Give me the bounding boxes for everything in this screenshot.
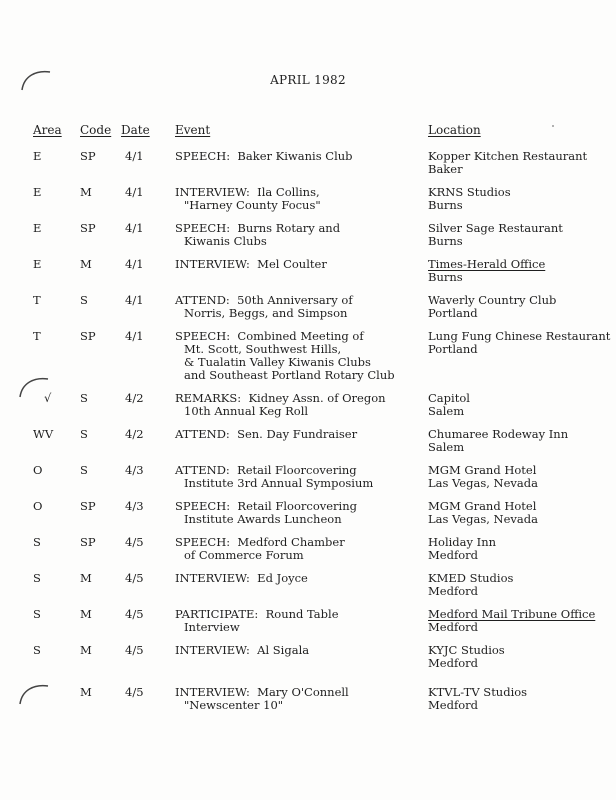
row-date: 4/5: [125, 535, 144, 549]
location-line: Waverly Country Club: [428, 293, 557, 307]
location-line: Holiday Inn: [428, 535, 497, 549]
event-line: and Southeast Portland Rotary Club: [184, 368, 395, 382]
row-area: WV: [33, 427, 54, 441]
row-date: 4/1: [125, 149, 144, 163]
row-location: [428, 608, 595, 634]
row-event: [175, 150, 353, 163]
row-event: [175, 428, 357, 441]
location-line: Medford Mail Tribune Office: [428, 607, 596, 621]
event-line: INTERVIEW: Al Sigala: [175, 643, 310, 657]
header-location: Location: [428, 123, 481, 137]
row-event: [175, 464, 373, 490]
location-line: Chumaree Rodeway Inn: [428, 427, 569, 441]
row-code: S: [80, 427, 88, 441]
location-line: KRNS Studios: [428, 185, 511, 199]
row-date: 4/3: [125, 499, 144, 513]
row-location: [428, 330, 610, 356]
row-code: M: [80, 257, 92, 271]
row-date: 4/1: [125, 257, 144, 271]
row-area: S: [33, 607, 41, 621]
event-line: Institute 3rd Annual Symposium: [184, 476, 374, 490]
row-location: [428, 464, 538, 490]
event-line: Institute Awards Luncheon: [184, 512, 342, 526]
row-date: 4/3: [125, 463, 144, 477]
row-date: 4/5: [125, 607, 144, 621]
event-line: PARTICIPATE: Round Table: [175, 607, 339, 621]
row-date: 4/1: [125, 221, 144, 235]
location-line: Baker: [428, 162, 463, 176]
location-line: Times-Herald Office: [428, 257, 546, 271]
row-date: 4/1: [125, 293, 144, 307]
row-area: T: [33, 293, 41, 307]
row-event: [175, 608, 339, 634]
row-area: √: [44, 391, 52, 405]
event-line: & Tualatin Valley Kiwanis Clubs: [184, 355, 371, 369]
event-line: Kiwanis Clubs: [184, 234, 267, 248]
location-line: KMED Studios: [428, 571, 514, 585]
location-line: Burns: [428, 198, 463, 212]
event-line: INTERVIEW: Ila Collins,: [175, 185, 320, 199]
event-line: INTERVIEW: Ed Joyce: [175, 571, 308, 585]
location-line: Medford: [428, 656, 478, 670]
row-date: 4/2: [125, 391, 144, 405]
location-line: KYJC Studios: [428, 643, 505, 657]
row-code: S: [80, 293, 88, 307]
location-line: Salem: [428, 404, 465, 418]
row-area: E: [33, 221, 42, 235]
stray-mark: [552, 125, 554, 127]
row-code: SP: [80, 329, 96, 343]
location-line: Silver Sage Restaurant: [428, 221, 563, 235]
location-line: Capitol: [428, 391, 470, 405]
event-line: of Commerce Forum: [184, 548, 304, 562]
row-event: [175, 222, 340, 248]
event-line: Interview: [184, 620, 240, 634]
row-location: [428, 392, 470, 418]
row-area: E: [33, 185, 42, 199]
row-code: M: [80, 685, 92, 699]
event-line: 10th Annual Keg Roll: [184, 404, 309, 418]
header-area: Area: [33, 123, 62, 137]
location-line: MGM Grand Hotel: [428, 499, 537, 513]
location-line: Kopper Kitchen Restaurant: [428, 149, 588, 163]
location-line: Burns: [428, 270, 463, 284]
row-code: M: [80, 607, 92, 621]
location-line: Portland: [428, 306, 478, 320]
row-area: E: [33, 257, 42, 271]
row-event: [175, 294, 353, 320]
event-line: "Newscenter 10": [184, 698, 284, 712]
event-line: SPEECH: Medford Chamber: [175, 535, 345, 549]
row-location: [428, 428, 568, 454]
event-line: "Harney County Focus": [184, 198, 321, 212]
event-line: REMARKS: Kidney Assn. of Oregon: [175, 391, 386, 405]
row-area: O: [33, 499, 43, 513]
event-line: ATTEND: Retail Floorcovering: [175, 463, 357, 477]
row-date: 4/5: [125, 685, 144, 699]
row-event: [175, 330, 395, 382]
row-area: T: [33, 329, 41, 343]
event-line: SPEECH: Retail Floorcovering: [175, 499, 357, 513]
location-line: Medford: [428, 698, 478, 712]
header-event: Event: [175, 123, 211, 137]
location-line: Medford: [428, 584, 478, 598]
page-title: APRIL 1982: [270, 73, 346, 87]
row-location: [428, 500, 538, 526]
row-date: 4/5: [125, 643, 144, 657]
row-area: O: [33, 463, 43, 477]
location-line: Salem: [428, 440, 465, 454]
event-line: ATTEND: 50th Anniversary of: [175, 293, 353, 307]
location-line: Lung Fung Chinese Restaurant: [428, 329, 611, 343]
event-line: SPEECH: Combined Meeting of: [175, 329, 364, 343]
row-event: [175, 258, 327, 271]
row-location: [428, 686, 527, 712]
location-line: Burns: [428, 234, 463, 248]
row-code: S: [80, 463, 88, 477]
location-line: Portland: [428, 342, 478, 356]
event-line: INTERVIEW: Mary O'Connell: [175, 685, 349, 699]
row-location: [428, 644, 505, 670]
row-code: SP: [80, 149, 96, 163]
location-line: Las Vegas, Nevada: [428, 512, 538, 526]
event-line: Mt. Scott, Southwest Hills,: [184, 342, 342, 356]
location-line: Las Vegas, Nevada: [428, 476, 538, 490]
row-location: [428, 186, 511, 212]
row-event: [175, 572, 308, 585]
row-location: [428, 222, 563, 248]
row-date: 4/1: [125, 185, 144, 199]
row-area: E: [33, 149, 42, 163]
row-location: [428, 150, 587, 176]
header-date: Date: [121, 123, 150, 137]
row-event: [175, 500, 357, 526]
row-location: [428, 572, 513, 598]
row-location: [428, 294, 556, 320]
row-date: 4/2: [125, 427, 144, 441]
row-event: [175, 186, 321, 212]
row-code: SP: [80, 221, 96, 235]
hole-punch-mark-bottom: [18, 680, 52, 708]
row-event: [175, 392, 386, 418]
row-area: S: [33, 535, 41, 549]
event-line: INTERVIEW: Mel Coulter: [175, 257, 327, 271]
location-line: MGM Grand Hotel: [428, 463, 537, 477]
row-code: SP: [80, 499, 96, 513]
row-location: [428, 258, 545, 284]
location-line: Medford: [428, 548, 478, 562]
row-area: S: [33, 643, 41, 657]
row-area: S: [33, 571, 41, 585]
row-event: [175, 686, 349, 712]
event-line: Norris, Beggs, and Simpson: [184, 306, 348, 320]
header-code: Code: [80, 123, 112, 137]
event-line: ATTEND: Sen. Day Fundraiser: [175, 427, 358, 441]
row-code: M: [80, 571, 92, 585]
row-location: [428, 536, 496, 562]
row-event: [175, 644, 309, 657]
row-date: 4/5: [125, 571, 144, 585]
location-line: KTVL-TV Studios: [428, 685, 528, 699]
location-line: Medford: [428, 620, 478, 634]
row-code: M: [80, 185, 92, 199]
row-date: 4/1: [125, 329, 144, 343]
event-line: SPEECH: Baker Kiwanis Club: [175, 149, 353, 163]
row-code: SP: [80, 535, 96, 549]
event-line: SPEECH: Burns Rotary and: [175, 221, 341, 235]
row-code: M: [80, 643, 92, 657]
row-event: [175, 536, 345, 562]
row-code: S: [80, 391, 88, 405]
